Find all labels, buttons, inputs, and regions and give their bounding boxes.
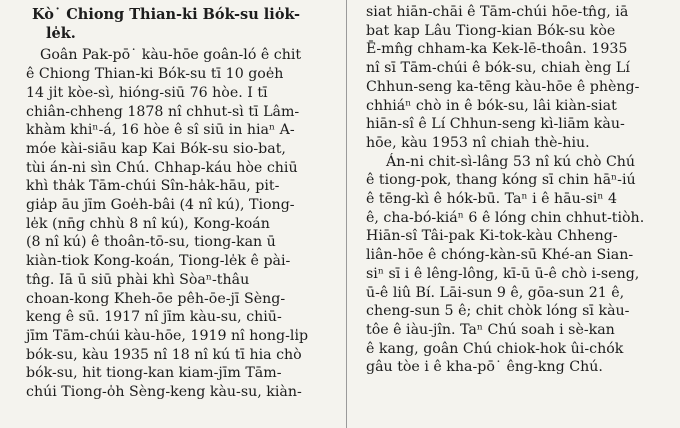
text-line: khì tha̍k Tām-chúi Sîn-ha̍k-hāu, pit-	[26, 178, 280, 195]
text-line: cheng-sun 5 ê; chit chòk lóng sī kàu-	[366, 303, 630, 320]
text-line: hōe, kàu 1953 nî chiah thè-hiu.	[366, 134, 590, 151]
text-line: bat kap Lâu Tiong-kian Bók-su kòe	[366, 22, 616, 39]
text-line: siat hiān-chāi ê Tām-chúi hōe-tn̂g, iā	[366, 4, 629, 20]
text-line: 14 ji̍t kòe-sì, hióng-siū 76 hòe. I tī	[26, 84, 268, 101]
article-title	[26, 6, 330, 43]
text-line: chhiáⁿ chò in ê bók-su, lâi kiàn-siat	[366, 97, 617, 114]
text-line: chiân-chheng 1878 nî chhut-sì tī Lâm-	[26, 103, 300, 120]
text-line: bók-su, hit tiong-kan kiam-jīm Tām-	[26, 365, 282, 382]
text-line: ê Chiong Thian-ki Bók-su tī 10 goe̍h	[26, 66, 284, 83]
right-column	[352, 0, 676, 428]
text-line: bók-su, kàu 1935 nî 18 nî kú tī hia chò	[26, 346, 302, 363]
text-line: keng ê sū. 1917 nî jīm kàu-su, chiū-	[26, 309, 282, 326]
text-line: choan-kong Kheh-ōe pêh-ōe-jī Sèng-	[26, 290, 286, 307]
text-line: khàm khiⁿ-á, 16 hòe ê sî siū in hiaⁿ A-	[26, 122, 295, 139]
text-line: tùi án-ni sìn Chú. Chhap-káu hòe chiū	[26, 159, 298, 176]
text-line: nî sī Tām-chúi ê bók-su, chiah èng Lí	[366, 60, 630, 77]
text-line: Án-ni chit-sì-lâng 53 nî kú chò Chú	[386, 153, 636, 170]
text-line: ū-ê liû Bí. Lāi-sun 9 ê, gōa-sun 21 ê,	[366, 284, 625, 301]
text-line: (8 nî kú) ê thoân-tō-su, tiong-kan ū	[26, 234, 276, 251]
text-line: ê tēng-kì ê hók-bū. Taⁿ i ê hāu-siⁿ 4	[366, 191, 618, 208]
column-divider	[346, 0, 347, 428]
text-line: Goân Pak-pō˙ kàu-hōe goân-ló ê chit	[40, 47, 302, 64]
text-line: siⁿ sī i ê lêng-lông, kī-ū ū-ê chò i-seng,	[366, 265, 640, 282]
text-line: jīm Tām-chúi kàu-hōe, 1919 nî hong-li̍p	[26, 327, 309, 344]
text-line: móe kài-siāu kap Kai Bók-su sio-bat,	[26, 140, 286, 157]
text-line: tôe ê iàu-jîn. Taⁿ Chú soah i sè-kan	[366, 321, 615, 338]
text-line: ê, cha-bó-kiáⁿ 6 ê lóng chin chhut-tiòh.	[366, 209, 645, 226]
text-line: Ē-mn̂g chham-ka Kek-lē-thoân. 1935	[366, 41, 628, 58]
text-line: Hiān-sî Tâi-pak Ki-tok-kàu Chheng-	[366, 228, 618, 245]
text-line: ê kang, goân Chú chiok-hok ûi-chók	[366, 340, 624, 357]
text-line: Chhun-seng ka-tēng kàu-hōe ê phèng-	[366, 78, 640, 95]
title-line-1: Kò˙ Chiong Thian-ki Bók-su lio̍k-	[32, 6, 300, 23]
title-line-2: le̍k.	[46, 24, 76, 42]
text-line: chúi Tiong-o̍h Sèng-keng kàu-su, kiàn-	[26, 384, 302, 401]
text-line: hiān-sî ê Lí Chhun-seng kì-liām kàu-	[366, 116, 625, 133]
text-line: gâu tòe i ê kha-pō˙ êng-kng Chú.	[366, 359, 603, 376]
text-line: ê tiong-pok, thang kóng sī chin hāⁿ-iú	[366, 172, 636, 189]
left-body	[26, 46, 330, 401]
text-line: tn̂g. Iā ū siū phài khì Sòaⁿ-thâu	[26, 271, 250, 288]
text-line: liân-hōe ê chóng-kàn-sū Khé-an Sian-	[366, 247, 634, 264]
left-column	[0, 0, 338, 428]
text-line: le̍k (nn̄g chhù 8 nî kú), Kong-koán	[26, 215, 270, 232]
text-line: gia̍p āu jīm Goe̍h-bâi (4 nî kú), Tiong-	[26, 197, 295, 214]
text-line: kiàn-tiok Kong-koán, Tiong-le̍k ê pài-	[26, 253, 291, 270]
